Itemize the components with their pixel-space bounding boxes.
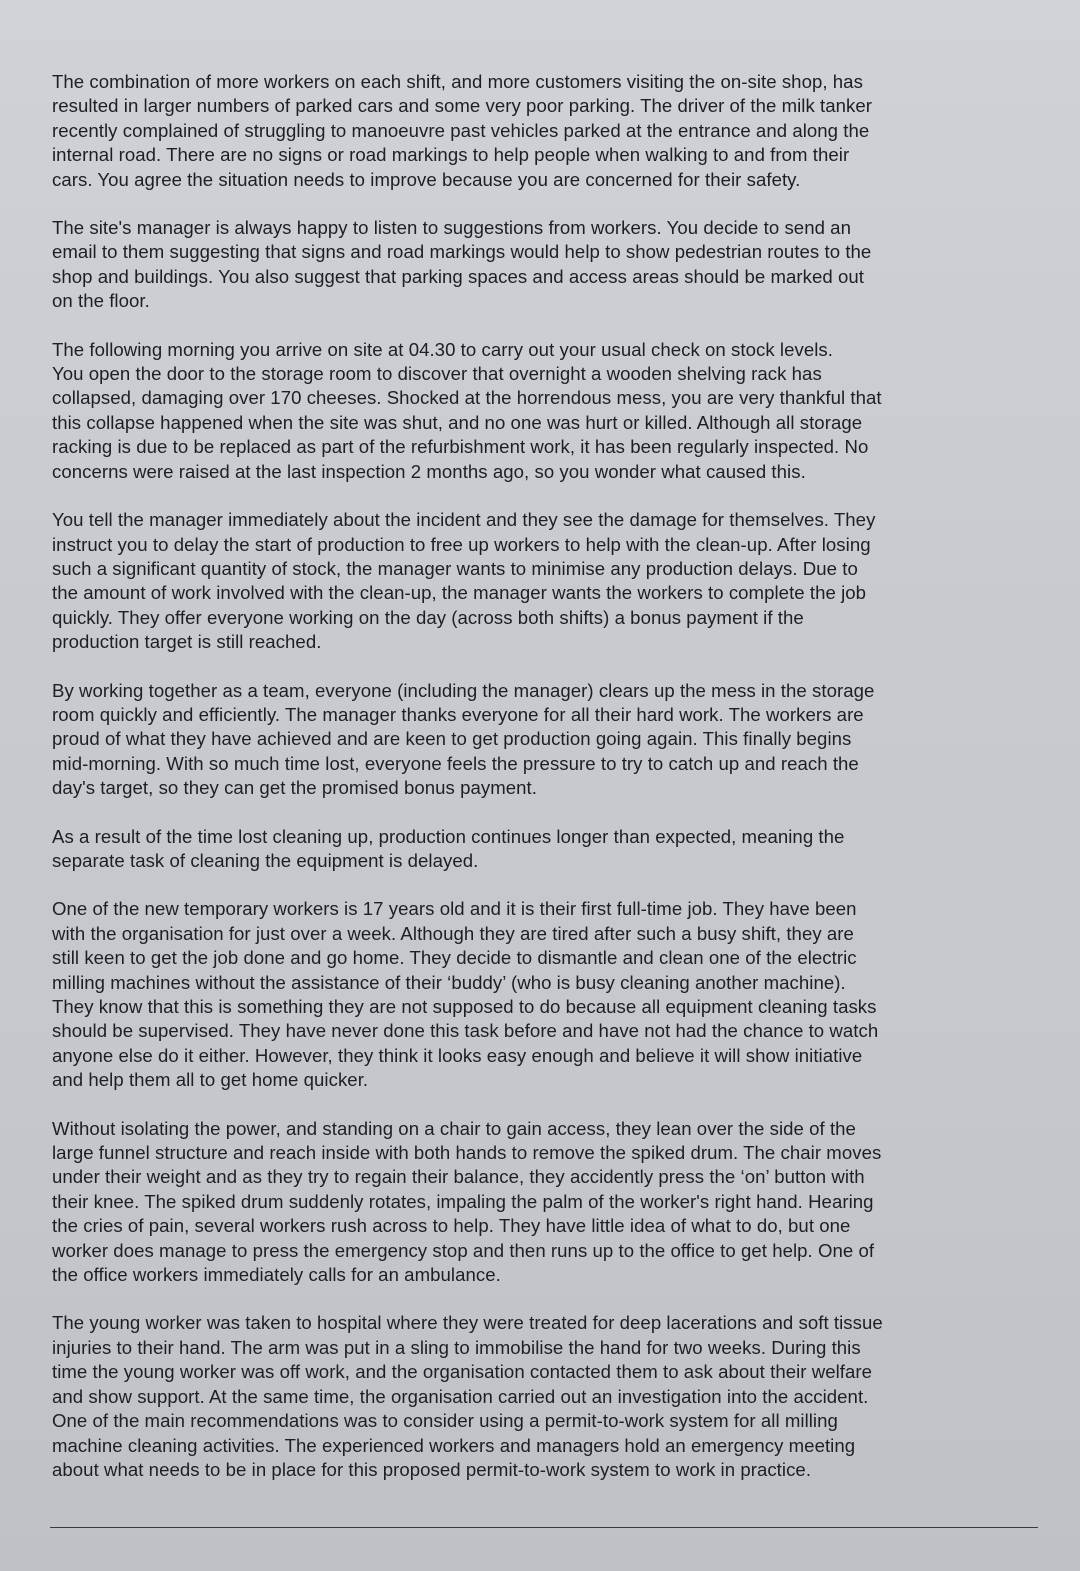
- text-line: large funnel structure and reach inside with both hands to remove the spiked drum. The chair moves: [52, 1142, 882, 1164]
- paragraph-5: [52, 679, 1017, 801]
- paragraph-3: [52, 338, 1017, 484]
- text-line: resulted in larger numbers of parked cars and some very poor parking. The driver of the milk tanker: [52, 95, 873, 117]
- document-body: [52, 70, 1017, 1506]
- text-line: day's target, so they can get the promised bonus payment.: [52, 777, 537, 799]
- text-line: Without isolating the power, and standing on a chair to gain access, they lean over the side of the: [52, 1117, 856, 1139]
- text-line: production target is still reached.: [52, 631, 322, 653]
- text-line: instruct you to delay the start of production to free up workers to help with the clean-up. After losing: [52, 533, 871, 555]
- text-line: injuries to their hand. The arm was put in a sling to immobilise the hand for two weeks. During this: [52, 1336, 861, 1358]
- text-line: should be supervised. They have never done this task before and have not had the chance to watch: [52, 1020, 879, 1042]
- text-line: the office workers immediately calls for an ambulance.: [52, 1264, 501, 1286]
- text-line: the amount of work involved with the clean-up, the manager wants the workers to complete the job: [52, 582, 867, 604]
- paragraph-1: [52, 70, 1017, 192]
- text-line: The combination of more workers on each shift, and more customers visiting the on-site shop, has: [52, 71, 863, 92]
- text-line: quickly. They offer everyone working on the day (across both shifts) a bonus payment if the: [52, 606, 804, 628]
- text-line: One of the new temporary workers is 17 years old and it is their first full-time job. They have been: [52, 898, 857, 920]
- bottom-rule: [50, 1527, 1038, 1528]
- paragraph-8: [52, 1117, 1017, 1288]
- text-line: with the organisation for just over a week. Although they are tired after such a busy shift, they are: [52, 922, 854, 944]
- text-line: separate task of cleaning the equipment is delayed.: [52, 849, 479, 871]
- text-line: room quickly and efficiently. The manager thanks everyone for all their hard work. The workers are: [52, 703, 864, 725]
- text-line: shop and buildings. You also suggest that parking spaces and access areas should be marked out: [52, 265, 865, 287]
- text-line: machine cleaning activities. The experienced workers and managers hold an emergency meeting: [52, 1434, 856, 1456]
- text-line: concerns were raised at the last inspection 2 months ago, so you wonder what caused this.: [52, 460, 806, 482]
- text-line: internal road. There are no signs or road markings to help people when walking to and from their: [52, 144, 850, 166]
- text-line: on the floor.: [52, 290, 150, 312]
- text-line: milling machines without the assistance of their ‘buddy’ (who is busy cleaning another machine).: [52, 971, 846, 993]
- text-line: One of the main recommendations was to consider using a permit-to-work system for all milling: [52, 1410, 838, 1432]
- text-line: racking is due to be replaced as part of the refurbishment work, it has been regularly inspected. No: [52, 436, 869, 458]
- text-line: By working together as a team, everyone (including the manager) clears up the mess in the storage: [52, 679, 875, 701]
- paragraph-6: [52, 825, 1017, 874]
- text-line: You open the door to the storage room to discover that overnight a wooden shelving rack has: [52, 363, 822, 385]
- text-line: The young worker was taken to hospital where they were treated for deep lacerations and soft tissue: [52, 1312, 883, 1334]
- text-line: collapsed, damaging over 170 cheeses. Shocked at the horrendous mess, you are very thankful that: [52, 387, 882, 409]
- text-line: and help them all to get home quicker.: [52, 1069, 369, 1091]
- text-line: such a significant quantity of stock, the manager wants to minimise any production delays. Due to: [52, 557, 858, 579]
- text-line: and show support. At the same time, the organisation carried out an investigation into the accident.: [52, 1385, 869, 1407]
- text-line: cars. You agree the situation needs to improve because you are concerned for their safety.: [52, 168, 801, 190]
- text-line: They know that this is something they are not supposed to do because all equipment cleaning tasks: [52, 996, 877, 1017]
- text-line: As a result of the time lost cleaning up, production continues longer than expected, meaning the: [52, 825, 845, 847]
- text-line: worker does manage to press the emergency stop and then runs up to the office to get help. One of: [52, 1239, 875, 1261]
- text-line: The site's manager is always happy to listen to suggestions from workers. You decide to send an: [52, 217, 851, 239]
- paragraph-2: [52, 216, 1017, 314]
- paragraph-9: [52, 1311, 1017, 1482]
- text-line: proud of what they have achieved and are keen to get production going again. This finally begins: [52, 728, 852, 750]
- text-line: this collapse happened when the site was shut, and no one was hurt or killed. Although all storage: [52, 411, 863, 433]
- text-line: about what needs to be in place for this proposed permit-to-work system to work in practice.: [52, 1458, 812, 1480]
- text-line: time the young worker was off work, and the organisation contacted them to ask about their welfare: [52, 1361, 873, 1383]
- paragraph-4: [52, 508, 1017, 654]
- text-line: recently complained of struggling to manoeuvre past vehicles parked at the entrance and along the: [52, 119, 870, 141]
- paragraph-7: [52, 897, 1017, 1092]
- text-line: The following morning you arrive on site at 04.30 to carry out your usual check on stock levels.: [52, 338, 833, 360]
- text-line: email to them suggesting that signs and road markings would help to show pedestrian routes to the: [52, 241, 872, 263]
- text-line: under their weight and as they try to regain their balance, they accidently press the ‘on’ button with: [52, 1166, 865, 1188]
- text-line: the cries of pain, several workers rush across to help. They have little idea of what to do, but one: [52, 1215, 851, 1237]
- text-line: You tell the manager immediately about the incident and they see the damage for themselves. They: [52, 509, 876, 531]
- text-line: anyone else do it either. However, they think it looks easy enough and believe it will show initiative: [52, 1044, 863, 1066]
- text-line: still keen to get the job done and go home. They decide to dismantle and clean one of the electric: [52, 947, 857, 969]
- text-line: their knee. The spiked drum suddenly rotates, impaling the palm of the worker's right hand. Hearing: [52, 1190, 874, 1212]
- text-line: mid-morning. With so much time lost, everyone feels the pressure to try to catch up and reach the: [52, 752, 859, 774]
